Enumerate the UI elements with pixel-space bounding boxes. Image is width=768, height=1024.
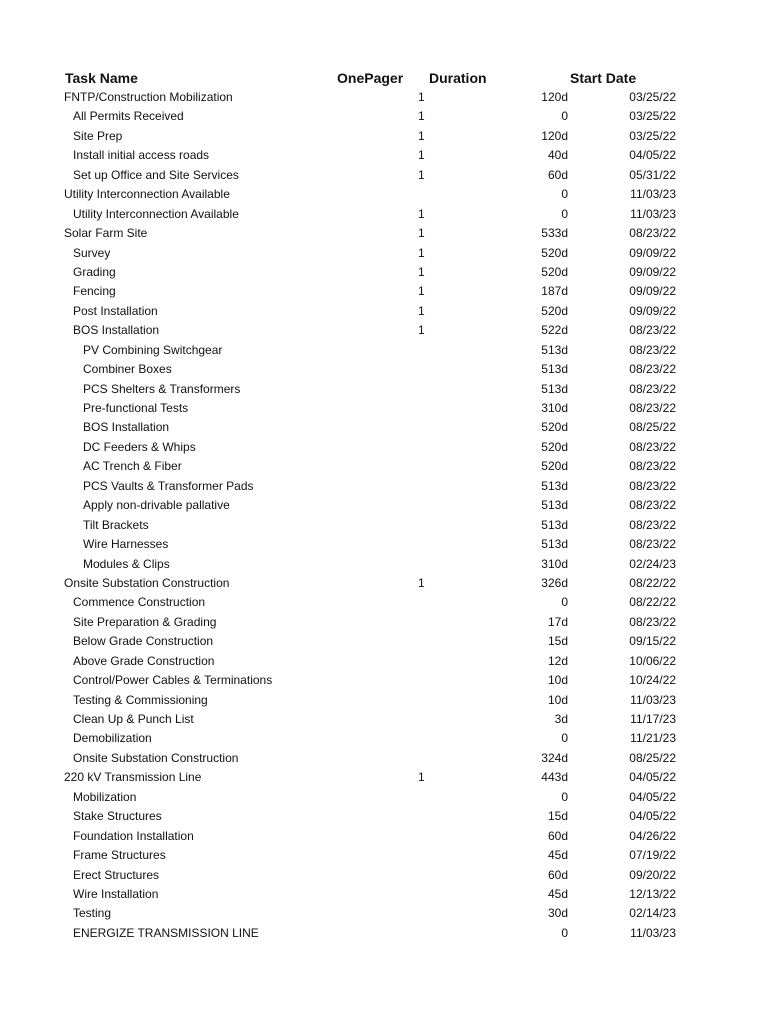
onepager-cell: 1 [418,90,425,104]
task-name-cell: BOS Installation [73,323,160,338]
table-row [0,924,768,943]
task-name-cell: Wire Installation [73,886,159,901]
table-row [0,749,768,768]
task-name-cell: Grading [73,264,116,279]
onepager-cell: 1 [418,245,425,260]
duration-cell: 60d [547,167,568,182]
duration-cell: 310d [541,401,568,415]
table-row [0,613,768,632]
duration-cell: 17d [547,614,568,629]
start-date-cell: 09/09/22 [629,284,676,299]
start-date-cell: 04/05/22 [629,789,676,804]
table-row [0,205,768,224]
task-name-cell: Frame Structures [73,848,166,863]
task-name-cell: DC Feeders & Whips [83,439,196,454]
start-date-cell: 04/05/22 [629,148,676,163]
onepager-cell: 1 [418,109,425,124]
start-date-cell: 11/03/23 [630,925,676,940]
table-row [0,671,768,690]
duration-cell: 520d [541,459,568,474]
start-date-cell: 08/25/22 [629,420,676,435]
duration-cell: 513d [541,478,568,493]
header-row [0,68,768,90]
task-name-cell: Above Grade Construction [73,653,215,668]
header-onepager: OnePager [337,70,404,86]
duration-cell: 520d [541,420,568,435]
start-date-cell: 08/23/22 [629,362,676,377]
start-date-cell: 04/05/22 [629,770,676,785]
start-date-cell: 08/23/22 [629,342,676,357]
start-date-cell: 08/23/22 [629,401,676,415]
start-date-cell: 11/21/23 [630,731,676,746]
start-date-cell: 10/24/22 [629,673,676,688]
onepager-cell: 1 [418,167,425,182]
duration-cell: 533d [541,226,568,241]
onepager-cell: 1 [418,770,425,785]
start-date-cell: 08/23/22 [629,498,676,513]
table-row [0,866,768,885]
duration-cell: 120d [541,128,568,143]
table-row [0,127,768,146]
start-date-cell: 08/23/22 [629,459,676,474]
task-name-cell: Mobilization [73,789,137,804]
header-duration: Duration [429,70,487,86]
task-name-cell: Wire Harnesses [83,537,169,552]
duration-cell: 12d [547,653,568,668]
task-name-cell: FNTP/Construction Mobilization [64,90,233,104]
table-row [0,516,768,535]
task-name-cell: Onsite Substation Construction [73,750,239,765]
task-name-cell: Install initial access roads [73,148,210,163]
task-name-cell: 220 kV Transmission Line [64,770,202,785]
duration-cell: 0 [561,109,568,124]
task-name-cell: PCS Shelters & Transformers [83,381,241,396]
duration-cell: 10d [547,692,568,707]
table-row [0,496,768,515]
table-row [0,321,768,340]
table-row [0,282,768,301]
start-date-cell: 08/25/22 [629,750,676,765]
onepager-cell: 1 [418,226,425,241]
duration-cell: 513d [541,381,568,396]
duration-cell: 520d [541,264,568,279]
duration-cell: 15d [547,634,568,649]
start-date-cell: 08/23/22 [629,478,676,493]
task-name-cell: PV Combining Switchgear [83,342,223,357]
task-name-cell: Solar Farm Site [64,226,148,241]
task-name-cell: Fencing [73,284,116,299]
onepager-cell: 1 [418,323,425,338]
task-name-cell: Commence Construction [73,595,206,610]
start-date-cell: 09/09/22 [629,264,676,279]
start-date-cell: 07/19/22 [629,848,676,863]
table-row [0,768,768,787]
start-date-cell: 10/06/22 [629,653,676,668]
task-name-cell: Clean Up & Punch List [73,712,194,726]
task-name-cell: Testing & Commissioning [73,692,208,707]
start-date-cell: 09/20/22 [629,867,676,882]
task-name-cell: Tilt Brackets [83,517,149,532]
task-rows [0,88,768,943]
start-date-cell: 11/03/23 [630,206,676,221]
task-name-cell: Onsite Substation Construction [64,575,230,590]
table-row [0,846,768,865]
task-name-cell: Testing [73,906,112,921]
table-row [0,380,768,399]
duration-cell: 45d [547,886,568,901]
table-row [0,827,768,846]
task-name-cell: ENERGIZE TRANSMISSION LINE [73,925,259,940]
table-row [0,807,768,826]
duration-cell: 0 [561,206,568,221]
duration-cell: 30d [547,906,568,921]
duration-cell: 522d [541,323,568,338]
duration-cell: 60d [547,828,568,843]
table-row [0,788,768,807]
task-name-cell: Combiner Boxes [83,362,172,377]
start-date-cell: 09/15/22 [629,634,676,649]
task-name-cell: Pre-functional Tests [83,401,189,415]
duration-cell: 513d [541,537,568,552]
start-date-cell: 02/24/23 [629,556,676,571]
onepager-cell: 1 [418,284,425,299]
start-date-cell: 12/13/22 [629,886,676,901]
table-row [0,632,768,651]
duration-cell: 513d [541,342,568,357]
task-name-cell: BOS Installation [83,420,170,435]
start-date-cell: 08/22/22 [629,595,676,610]
duration-cell: 310d [541,556,568,571]
start-date-cell: 09/09/22 [629,303,676,318]
start-date-cell: 08/23/22 [629,537,676,552]
start-date-cell: 08/23/22 [629,439,676,454]
start-date-cell: 08/23/22 [629,517,676,532]
start-date-cell: 09/09/22 [629,245,676,260]
duration-cell: 10d [547,673,568,688]
duration-cell: 513d [541,517,568,532]
start-date-cell: 04/26/22 [629,828,676,843]
start-date-cell: 11/03/23 [630,692,676,707]
start-date-cell: 08/22/22 [629,575,676,590]
task-name-cell: Erect Structures [73,867,160,882]
duration-cell: 0 [561,789,568,804]
start-date-cell: 08/23/22 [629,226,676,241]
table-row [0,244,768,263]
duration-cell: 45d [547,848,568,863]
start-date-cell: 11/03/23 [630,187,676,202]
table-row [0,710,768,729]
table-row [0,360,768,379]
table-row [0,146,768,165]
table-row [0,302,768,321]
duration-cell: 324d [541,750,568,765]
table-row [0,652,768,671]
table-row [0,457,768,476]
table-row [0,477,768,496]
onepager-cell: 1 [418,303,425,318]
table-row [0,166,768,185]
start-date-cell: 08/23/22 [629,323,676,338]
table-row [0,438,768,457]
task-name-cell: PCS Vaults & Transformer Pads [83,478,254,493]
duration-cell: 187d [541,284,568,299]
table-row [0,263,768,282]
table-row [0,88,768,107]
onepager-cell: 1 [418,206,425,221]
table-row [0,691,768,710]
start-date-cell: 03/25/22 [629,128,676,143]
onepager-cell: 1 [418,264,425,279]
duration-cell: 520d [541,439,568,454]
task-name-cell: Utility Interconnection Available [64,187,230,202]
table-row [0,418,768,437]
task-name-cell: All Permits Received [73,109,184,124]
onepager-cell: 1 [418,128,425,143]
duration-cell: 120d [541,90,568,104]
task-name-cell: Set up Office and Site Services [73,167,239,182]
task-name-cell: Utility Interconnection Available [73,206,239,221]
duration-cell: 0 [561,731,568,746]
table-row [0,904,768,923]
table-row [0,555,768,574]
duration-cell: 3d [554,712,568,726]
table-row [0,535,768,554]
header-start-date: Start Date [570,70,637,86]
duration-cell: 0 [561,925,568,940]
onepager-cell: 1 [418,575,425,590]
task-name-cell: Below Grade Construction [73,634,214,649]
header-task-name: Task Name [65,70,138,86]
start-date-cell: 08/23/22 [629,614,676,629]
duration-cell: 326d [541,575,568,590]
task-name-cell: Survey [73,245,111,260]
onepager-cell: 1 [418,148,425,163]
task-name-cell: Post Installation [73,303,158,318]
task-name-cell: Control/Power Cables & Terminations [73,673,273,688]
task-name-cell: Site Prep [73,128,123,143]
task-name-cell: Foundation Installation [73,828,194,843]
table-row [0,729,768,748]
task-name-cell: Modules & Clips [83,556,170,571]
start-date-cell: 03/25/22 [629,90,676,104]
table-row [0,341,768,360]
duration-cell: 513d [541,362,568,377]
start-date-cell: 04/05/22 [629,809,676,824]
start-date-cell: 02/14/23 [629,906,676,921]
table-row [0,185,768,204]
table-row [0,224,768,243]
start-date-cell: 08/23/22 [629,381,676,396]
duration-cell: 60d [547,867,568,882]
duration-cell: 40d [547,148,568,163]
duration-cell: 0 [561,187,568,202]
duration-cell: 513d [541,498,568,513]
table-row [0,885,768,904]
duration-cell: 0 [561,595,568,610]
start-date-cell: 11/17/23 [630,712,676,726]
duration-cell: 520d [541,303,568,318]
duration-cell: 520d [541,245,568,260]
task-name-cell: Apply non-drivable pallative [83,498,230,513]
table-row [0,574,768,593]
task-name-cell: AC Trench & Fiber [83,459,182,474]
table-row [0,399,768,418]
start-date-cell: 03/25/22 [629,109,676,124]
task-name-cell: Demobilization [73,731,152,746]
duration-cell: 15d [547,809,568,824]
start-date-cell: 05/31/22 [629,167,676,182]
table-row [0,107,768,126]
task-name-cell: Stake Structures [73,809,162,824]
table-row [0,593,768,612]
task-name-cell: Site Preparation & Grading [73,614,217,629]
duration-cell: 443d [541,770,568,785]
